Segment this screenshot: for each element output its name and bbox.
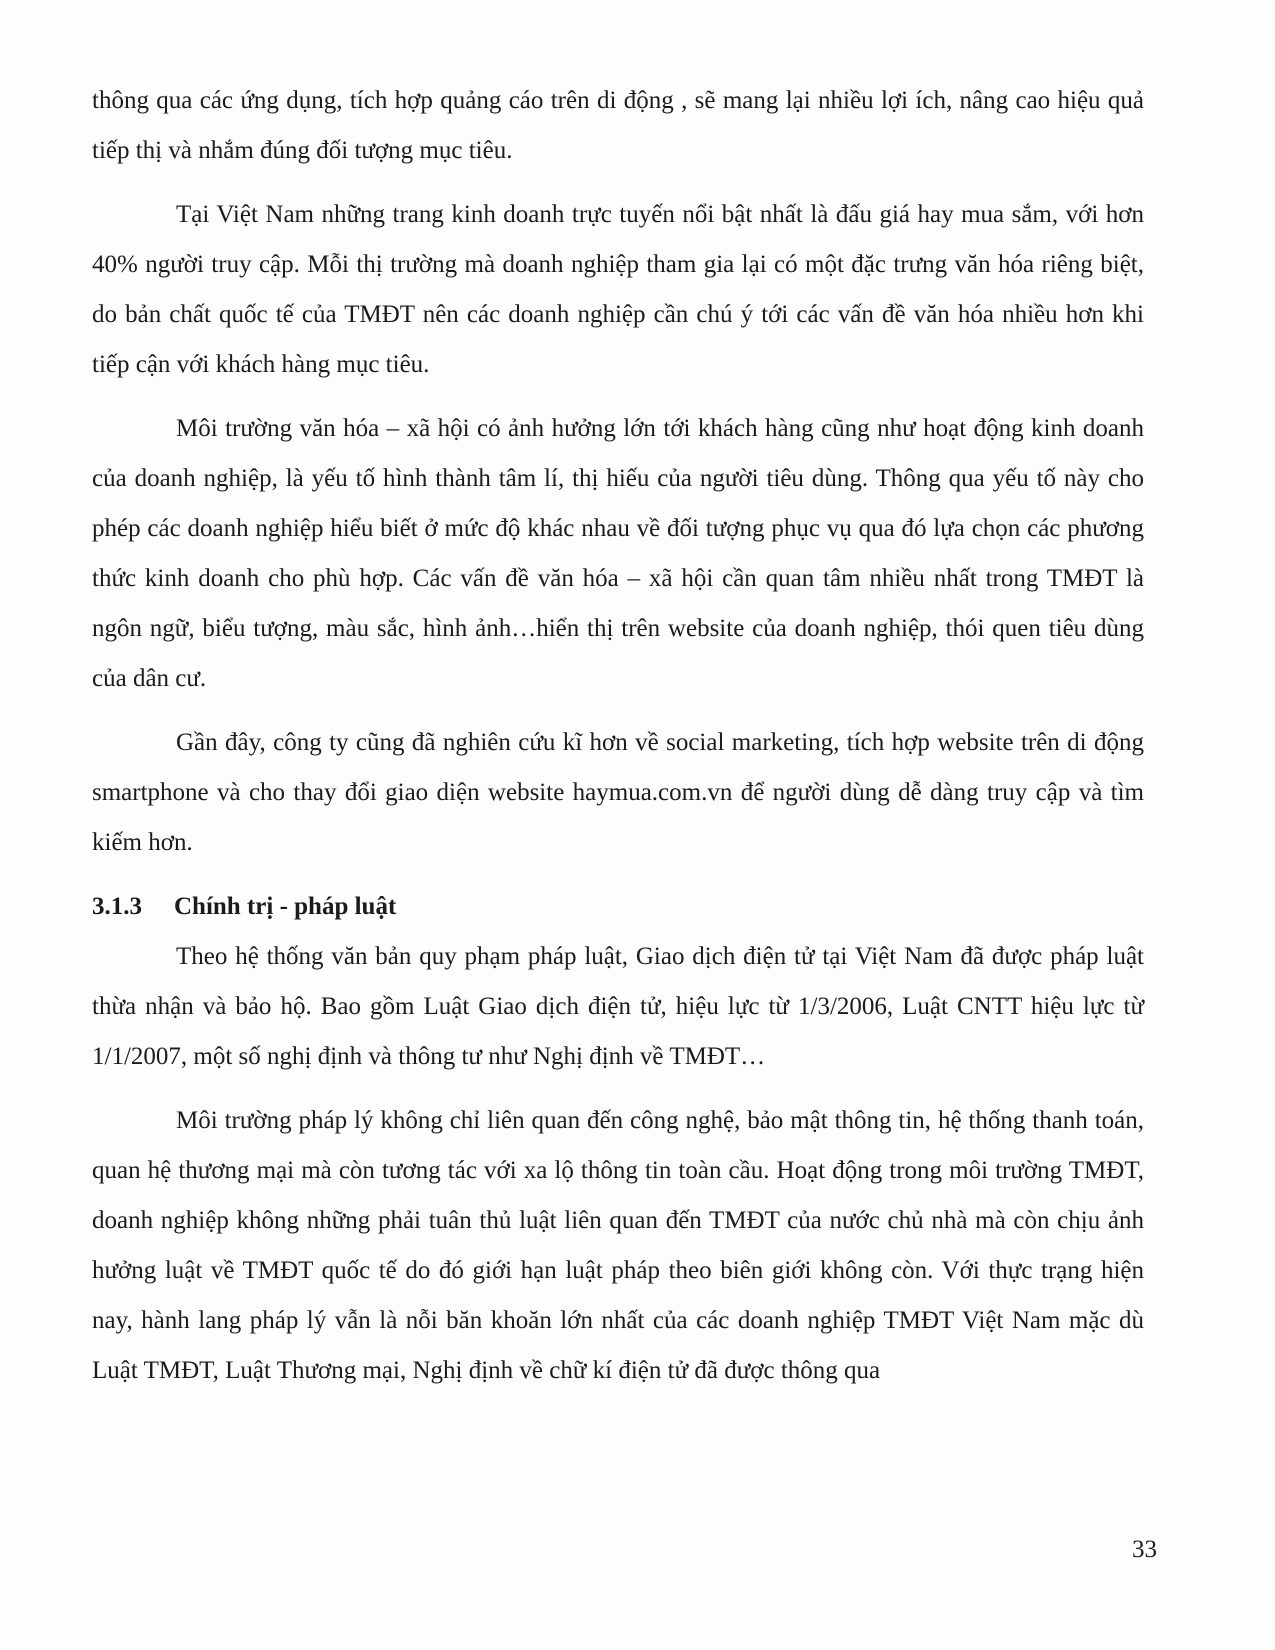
section-heading (92, 882, 1144, 932)
paragraph-legal-framework: Theo hệ thống văn bản quy phạm pháp luật, Giao dịch điện tử tại Việt Nam đã được pháp luật thừa nhận và bảo hộ. Bao gồm Luật Giao dịch điện tử, hiệu lực từ 1/3/2006, Luật CNTT hiệu lực từ 1/1/2007, một số nghị định và thông tư như Nghị định về TMĐT… (92, 943, 1144, 1070)
paragraph-social-marketing: Gần đây, công ty cũng đã nghiên cứu kĩ hơn về social marketing, tích hợp website trên di động smartphone và cho thay đổi giao diện website haymua.com.vn để người dùng dễ dàng truy cập và tìm kiếm hơn. (92, 729, 1144, 856)
section-title: Chính trị - pháp luật (174, 893, 397, 920)
page-content (92, 76, 1144, 1410)
paragraph-legal-environment: Môi trường pháp lý không chỉ liên quan đến công nghệ, bảo mật thông tin, hệ thống thanh toán, quan hệ thương mại mà còn tương tác với xa lộ thông tin toàn cầu. Hoạt động trong môi trường TMĐT, doanh nghiệp không những phải tuân thủ luật liên quan đến TMĐT của nước chủ nhà mà còn chịu ảnh hưởng luật về TMĐT quốc tế do đó giới hạn luật pháp theo biên giới không còn. Với thực trạng hiện nay, hành lang pháp lý vẫn là nỗi băn khoăn lớn nhất của các doanh nghiệp TMĐT Việt Nam mặc dù Luật TMĐT, Luật Thương mại, Nghị định về chữ kí điện tử đã được thông qua (92, 1107, 1144, 1384)
paragraph-culture-society: Môi trường văn hóa – xã hội có ảnh hưởng lớn tới khách hàng cũng như hoạt động kinh doanh của doanh nghiệp, là yếu tố hình thành tâm lí, thị hiếu của người tiêu dùng. Thông qua yếu tố này cho phép các doanh nghiệp hiểu biết ở mức độ khác nhau về đối tượng phục vụ qua đó lựa chọn các phương thức kinh doanh cho phù hợp. Các vấn đề văn hóa – xã hội cần quan tâm nhiều nhất trong TMĐT là ngôn ngữ, biểu tượng, màu sắc, hình ảnh…hiển thị trên website của doanh nghiệp, thói quen tiêu dùng của dân cư. (92, 415, 1144, 692)
paragraph-continuation: thông qua các ứng dụng, tích hợp quảng cáo trên di động , sẽ mang lại nhiều lợi ích, nâng cao hiệu quả tiếp thị và nhắm đúng đối tượng mục tiêu. (92, 87, 1144, 164)
paragraph-online-trading: Tại Việt Nam những trang kinh doanh trực tuyến nổi bật nhất là đấu giá hay mua sắm, với hơn 40% người truy cập. Mỗi thị trường mà doanh nghiệp tham gia lại có một đặc trưng văn hóa riêng biệt, do bản chất quốc tế của TMĐT nên các doanh nghiệp cần chú ý tới các vấn đề văn hóa nhiều hơn khi tiếp cận với khách hàng mục tiêu. (92, 201, 1144, 378)
section-number: 3.1.3 (92, 893, 142, 920)
page-number: 33 (1132, 1536, 1157, 1563)
